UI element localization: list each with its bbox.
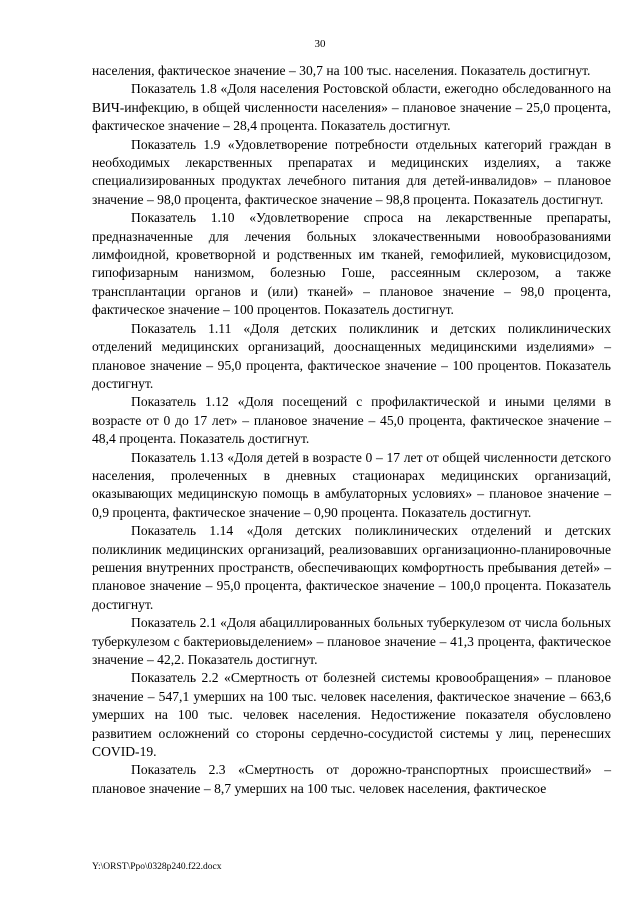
paragraph: Показатель 2.2 «Смертность от болезней системы кровообращения» – плановое значение – 547,1 умерших на 100 тыс. человек населения, фактическое значение – 663,6 умерших на 100 тыс. человек населения. Недостижение показателя обусловлено развитием осложнений со стороны сердечно-сосудистой системы у лиц, перенесших COVID-19.	[92, 670, 611, 760]
footer-file-path: Y:\ORST\Ppo\0328p240.f22.docx	[92, 862, 222, 872]
paragraph: Показатель 1.14 «Доля детских поликлинических отделений и детских поликлиник медицинских организаций, реализовавших организационно-планировочные решения внутренних пространств, обеспечивающих комфортность пребывания детей» – плановое значение – 95,0 процента, фактическое значение – 100,0 процента. Показатель достигнут.	[92, 523, 611, 612]
paragraph: Показатель 1.8 «Доля населения Ростовской области, ежегодно обследованного на ВИЧ-инфекцию, в общей численности населения» – плановое значение – 25,0 процента, фактическое значение – 28,4 процента. Показатель достигнут.	[92, 81, 611, 134]
paragraph: Показатель 2.1 «Доля абациллированных больных туберкулезом от числа больных туберкулезом с бактериовыделением» – плановое значение – 41,3 процента, фактическое значение – 42,2. Показатель достигнут.	[92, 615, 611, 667]
paragraph: Показатель 1.12 «Доля посещений с профилактической и иными целями в возрасте от 0 до 17 лет» – плановое значение – 45,0 процента, фактическое значение – 48,4 процента. Показатель достигнут.	[92, 394, 611, 447]
paragraph: Показатель 1.10 «Удовлетворение спроса на лекарственные препараты, предназначенные для лечения больных злокачественными новообразованиями лимфоидной, кроветворной и родственных им тканей, гемофилией, муковисцидозом, гипофизарным нанизмом, болезнью Гоше, рассеянным склерозом, а также трансплантации органов и (или) тканей» – плановое значение – 98,0 процента, фактическое значение – 100 процентов. Показатель достигнут.	[92, 210, 611, 318]
paragraph: Показатель 1.13 «Доля детей в возрасте 0 – 17 лет от общей численности детского населения, пролеченных в дневных стационарах медицинских организаций, оказывающих медицинскую помощь в амбулаторных условиях» – плановое значение – 0,9 процента, фактическое значение – 0,90 процента. Показатель достигнут.	[92, 449, 611, 520]
paragraph: населения, фактическое значение – 30,7 на 100 тыс. населения. Показатель достигнут.	[92, 63, 591, 78]
paragraph: Показатель 1.11 «Доля детских поликлиник и детских поликлинических отделений медицинских организаций, дооснащенных медицинскими изделиями» – плановое значение – 95,0 процента, фактическое значение – 100 процентов. Показатель достигнут.	[92, 320, 611, 391]
paragraph: Показатель 2.3 «Смертность от дорожно-транспортных происшествий» – плановое значение – 8,7 умерших на 100 тыс. человек населения, фактическое	[92, 762, 611, 796]
page-number: 30	[314, 38, 326, 50]
document-body	[92, 62, 611, 798]
paragraph: Показатель 1.9 «Удовлетворение потребности отдельных категорий граждан в необходимых лекарственных препаратах и медицинских изделиях, а также специализированных продуктах лечебного питания для детей-инвалидов» – плановое значение – 98,0 процента, фактическое значение – 98,8 процента. Показатель достигнут.	[92, 136, 611, 207]
